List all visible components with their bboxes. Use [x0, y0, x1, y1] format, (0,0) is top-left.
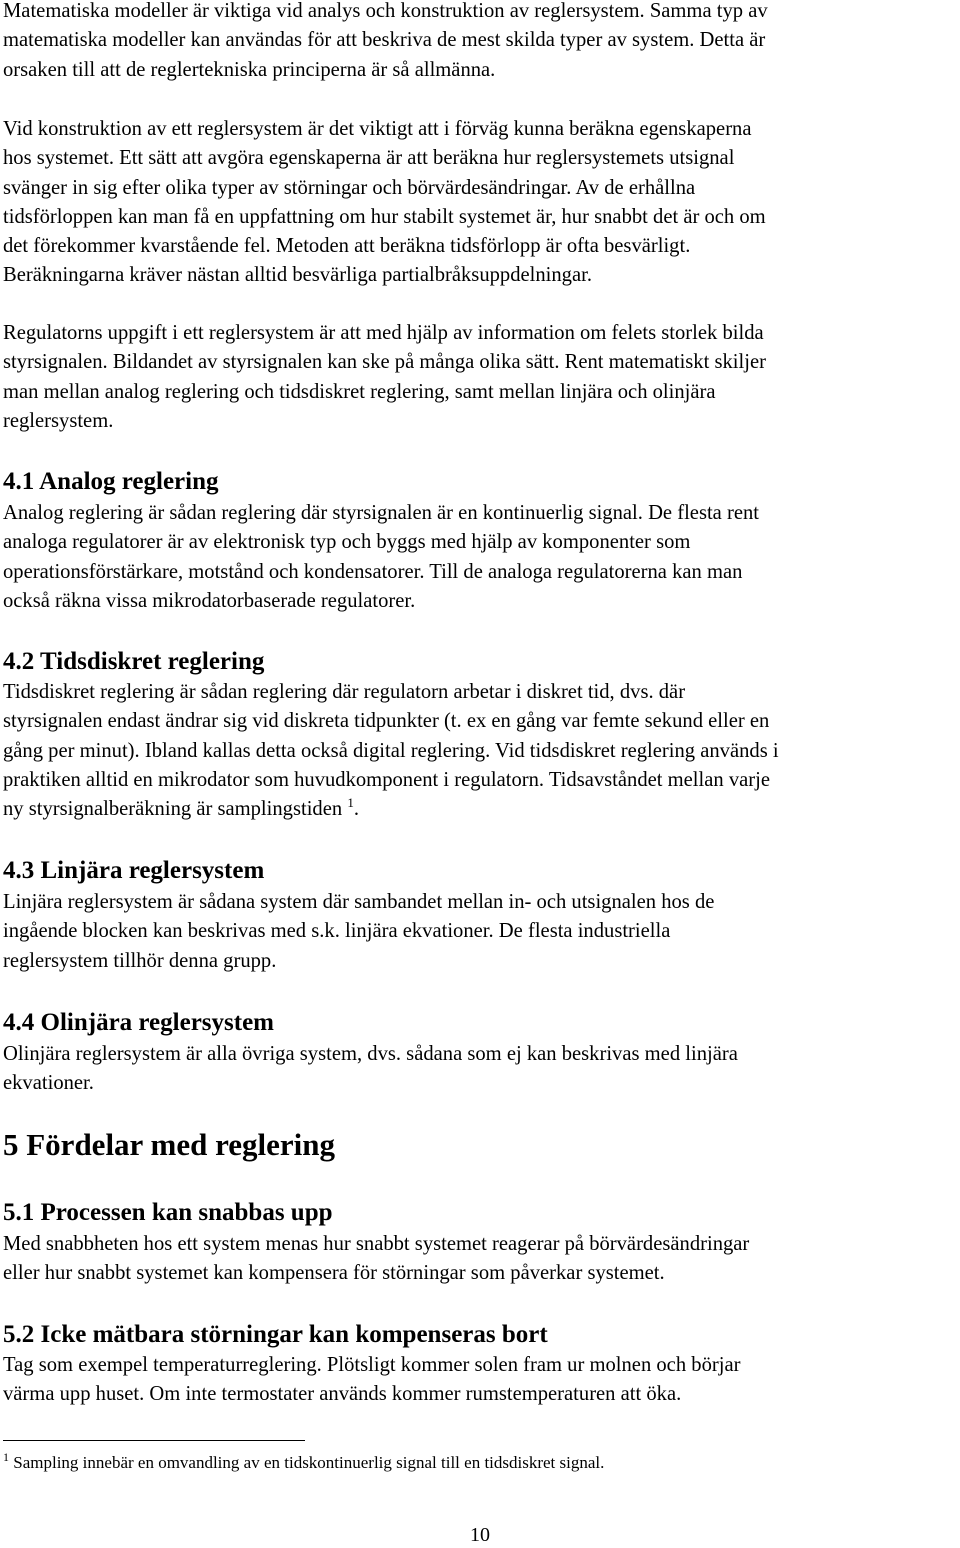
paragraph-regulator: Regulatorns uppgift i ett reglersystem är att med hjälp av information om felets storlek bilda styrsignalen. Bildandet av styrsignalen kan ske på många olika sätt. Rent matematiskt skiljer man mellan analog reglering och tidsdiskret reglering, samt mellan linjära och olinjära reglersystem. [3, 322, 766, 432]
heading-4-1: 4.1 Analog reglering [3, 468, 219, 495]
footnote: $^1$ Sampling innebär en omvandling av en tidskontinuerlig signal till en tidsdiskret signal. [3, 1450, 605, 1472]
paragraph-models: Matematiska modeller är viktiga vid analys och konstruktion av reglersystem. Samma typ av matematiska modeller kan användas för att beskriva de mest skilda typer av system. Detta är orsaken till att de reglertekniska principerna är så allmänna. [3, 0, 768, 81]
paragraph-disturbance: Tag som exempel temperaturreglering. Plötsligt kommer solen fram ur molnen och börjar värma upp huset. Om inte termostater används kommer rumstemperaturen att öka. [3, 1354, 741, 1406]
heading-4-4: 4.4 Olinjära reglersystem [3, 1009, 274, 1036]
paragraph-linear: Linjära reglersystem är sådana system där sambandet mellan in- och utsignalen hos de ingående blocken kan beskrivas med s.k. linjära ekvationer. De flesta industriella reglersystem tillhör denna grupp. [3, 891, 715, 972]
paragraph-nonlinear: Olinjära reglersystem är alla övriga system, dvs. sådana som ej kan beskrivas med linjära ekvationer. [3, 1043, 738, 1095]
footnote-separator [3, 1440, 305, 1441]
paragraph-discrete: Tidsdiskret reglering är sådan reglering där regulatorn arbetar i diskret tid, dvs. där styrsignalen endast ändrar sig vid diskreta tidpunkter (t. ex en gång var femte sekund eller en gång per minut). Ibland kallas detta också digital reglering. Vid tidsdiskret reglering används i praktiken alltid en mikrodator som huvudkomponent i regulatorn. Tidsavståndet mellan varje ny styrsignalberäkning är samplingstiden $^1$. [3, 681, 779, 821]
page-number: 10 [470, 1524, 490, 1546]
heading-5-1: 5.1 Processen kan snabbas upp [3, 1199, 333, 1226]
heading-4-3: 4.3 Linjära reglersystem [3, 857, 265, 884]
heading-5-2: 5.2 Icke mätbara störningar kan kompenseras bort [3, 1321, 548, 1348]
heading-5: 5 Fördelar med reglering [3, 1127, 336, 1162]
footnote-mark: 1 [3, 1450, 9, 1464]
paragraph-construction: Vid konstruktion av ett reglersystem är det viktigt att i förväg kunna beräkna egenskaperna hos systemet. Ett sätt att avgöra egenskaperna är att beräkna hur reglersystemets utsignal svänger in sig efter olika typer av störningar och börvärdesändringar. Av de erhållna tidsförloppen kan man få en uppfattning om hur stabilt systemet är, hur snabbt det är och om det förekommer kvarstående fel. Metoden att beräkna tidsförlopp är ofta besvärligt. Beräkningarna kräver nästan alltid besvärliga partialbråksuppdelningar. [3, 118, 766, 287]
paragraph-analog: Analog reglering är sådan reglering där styrsignalen är en kontinuerlig signal. De flesta rent analoga regulatorer är av elektronisk typ och byggs med hjälp av komponenter som operationsförstärkare, motstånd och kondensatorer. Till de analoga regulatorerna kan man också räkna vissa mikrodatorbaserade regulatorer. [3, 502, 759, 612]
footnote-ref: 1 [347, 795, 354, 811]
heading-4-2: 4.2 Tidsdiskret reglering [3, 648, 265, 675]
paragraph-speed: Med snabbheten hos ett system menas hur snabbt systemet reagerar på börvärdesändringar eller hur snabbt systemet kan kompensera för störningar som påverkar systemet. [3, 1233, 750, 1285]
